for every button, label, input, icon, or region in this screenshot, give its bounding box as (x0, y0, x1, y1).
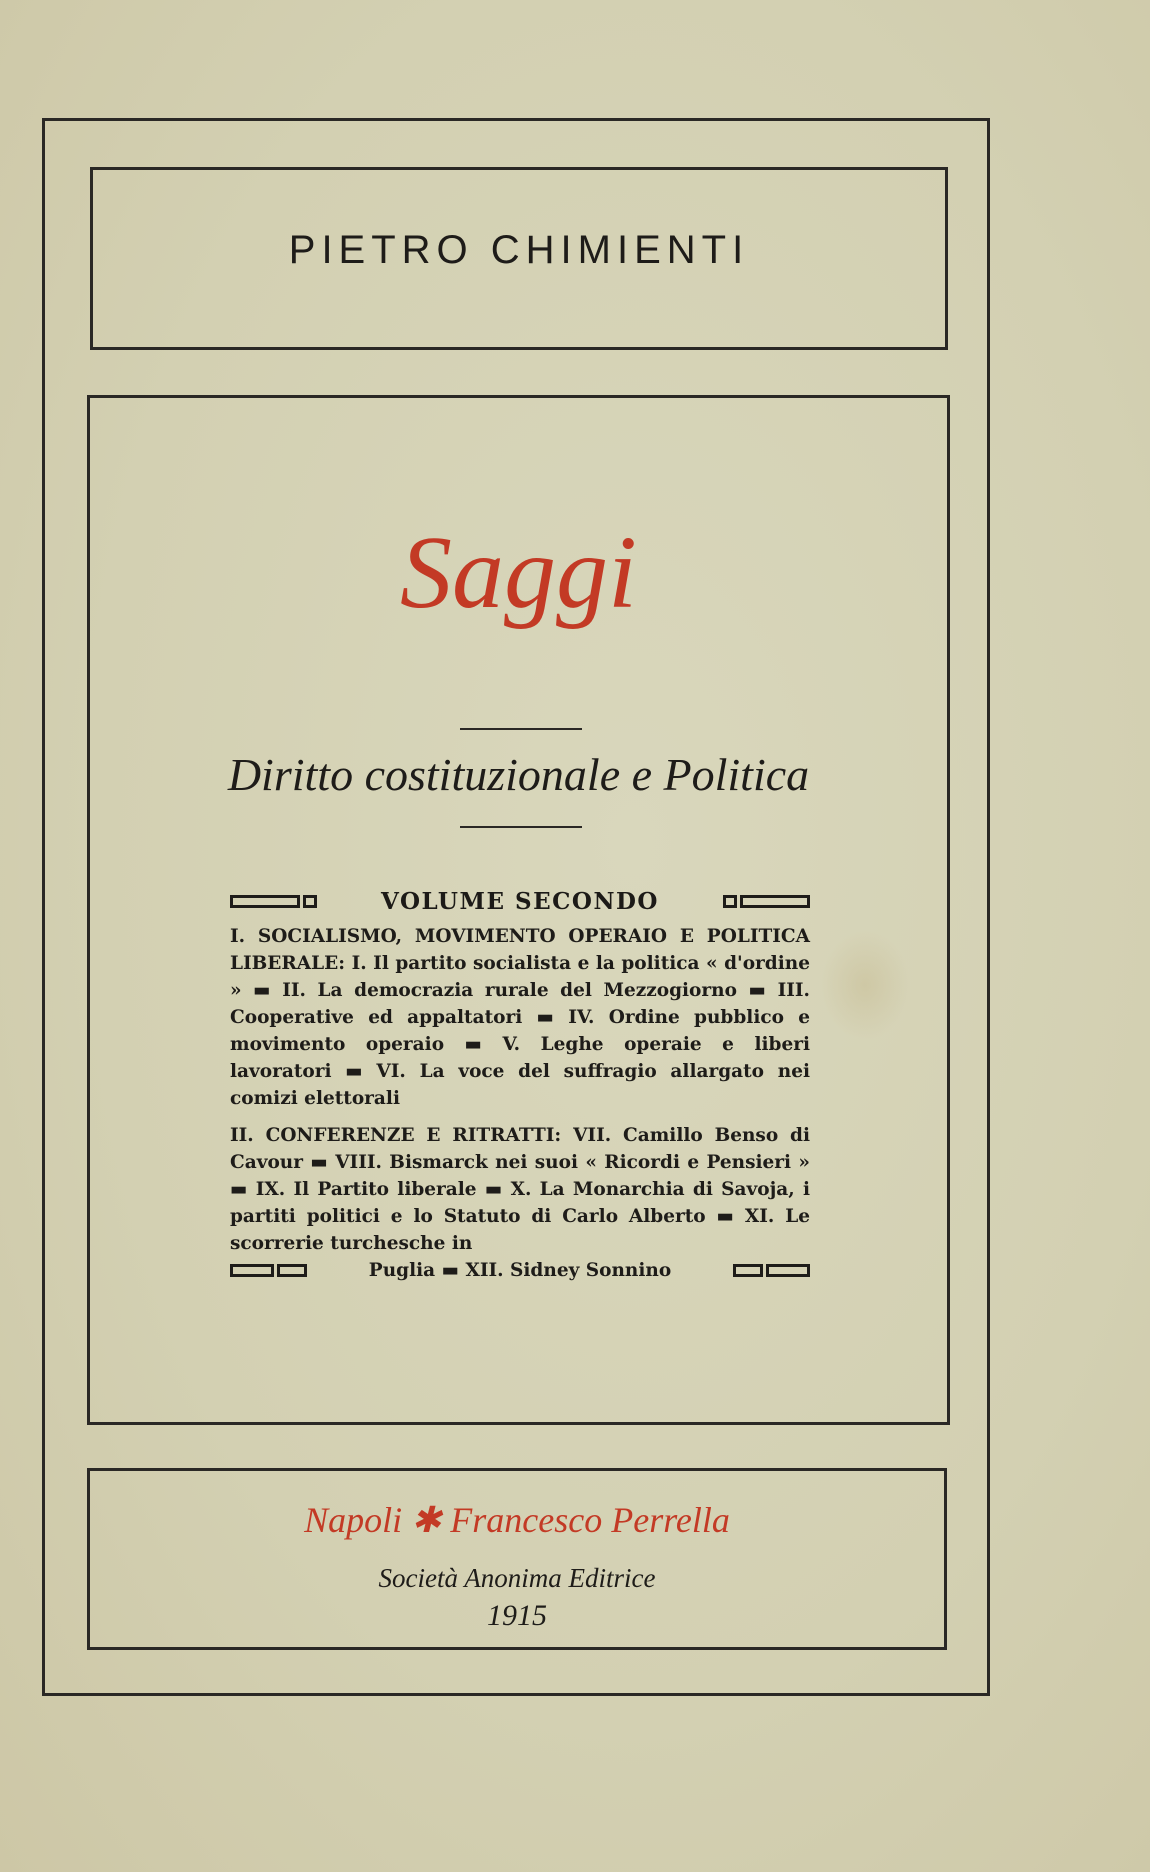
ornament-bar (733, 1264, 763, 1277)
publisher-company: Società Anonima Editrice (378, 1563, 656, 1593)
book-subtitle: Diritto costituzionale e Politica (227, 749, 810, 800)
contents-part-2-end: Puglia ▬ XII. Sidney Sonnino (368, 1260, 672, 1281)
publication-year: 1915 (487, 1599, 547, 1632)
ornament-bar (230, 895, 300, 908)
volume-label: VOLUME SECONDO (381, 887, 659, 915)
contents-last-line (230, 1257, 810, 1284)
ornament-bar (740, 895, 810, 908)
divider-top (460, 728, 582, 730)
ornament-bar (230, 1264, 274, 1277)
ornament-left (230, 1264, 307, 1277)
ornament-left (230, 895, 317, 908)
publisher-name: Napoli ✱ Francesco Perrella (304, 1500, 730, 1540)
ornament-square (303, 895, 317, 908)
ornament-bar (766, 1264, 810, 1277)
author-box (90, 167, 948, 350)
title-box (87, 395, 950, 1425)
ornament-right (723, 895, 810, 908)
book-title: Saggi (400, 515, 637, 630)
author-name: PIETRO CHIMIENTI (288, 228, 750, 272)
publisher-box (87, 1468, 947, 1650)
contents-part-1: I. SOCIALISMO, MOVIMENTO OPERAIO E POLITICA LIBERALE: I. Il partito socialista e la politica « d'ordine » ▬ II. La democrazia rurale del Mezzogiorno ▬ III. Cooperative ed appaltatori ▬ IV. Ordine pubblico e movimento operaio ▬ V. Leghe operaie e liberi lavoratori ▬ VI. La voce del suffragio allargato nei comizi elettorali (230, 926, 810, 1109)
ornament-bar (277, 1264, 307, 1277)
table-of-contents (230, 923, 810, 1284)
contents-part-2: II. CONFERENZE E RITRATTI: VII. Camillo Benso di Cavour ▬ VIII. Bismarck nei suoi « Ricordi e Pensieri » ▬ IX. Il Partito liberale ▬ X. La Monarchia di Savoja, i partiti politici e lo Statuto di Carlo Alberto ▬ XI. Le scorrerie turchesche in (230, 1125, 810, 1254)
ornament-square (723, 895, 737, 908)
ornament-right (733, 1264, 810, 1277)
divider-bottom (460, 826, 582, 828)
volume-heading (230, 886, 810, 916)
